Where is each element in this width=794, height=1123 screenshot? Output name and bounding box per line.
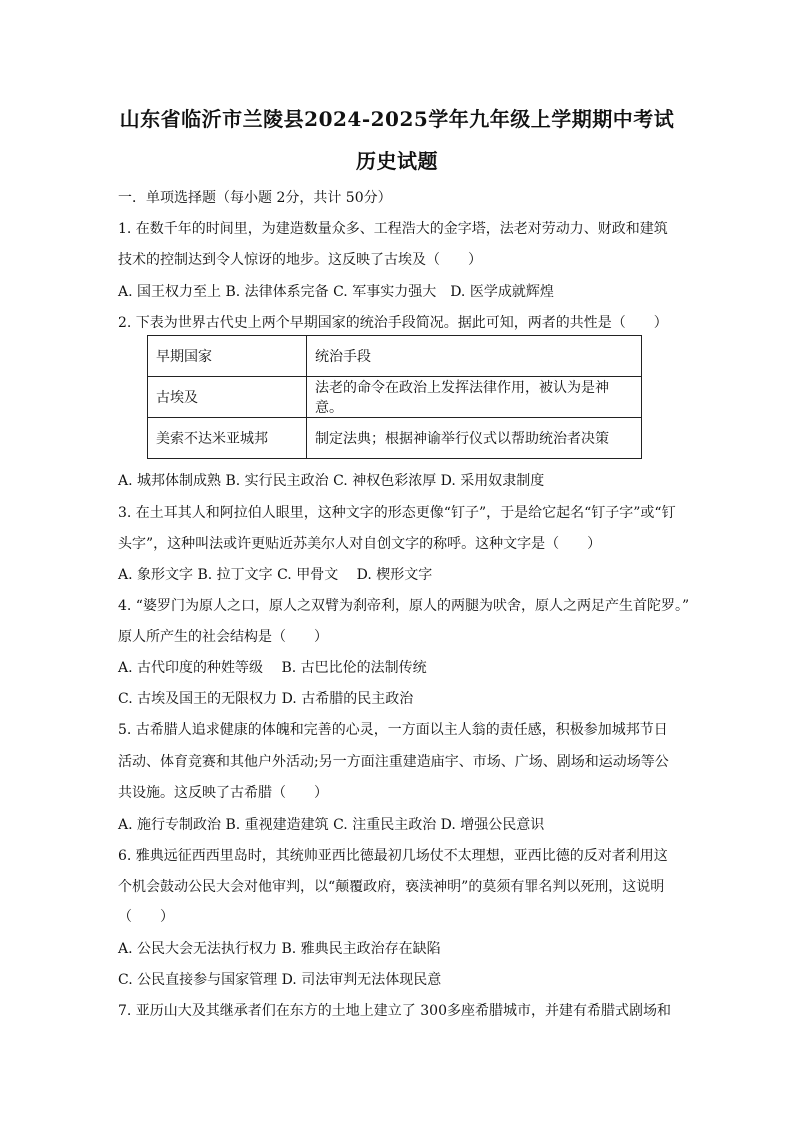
exam-subtitle: 历史试题 [356, 149, 438, 173]
question-6-options-2: C. 公民直接参与国家管理 D. 司法审判无法体现民意 [118, 972, 442, 988]
table-header-cell: 统治手段 [307, 336, 642, 377]
table-cell: 古埃及 [148, 377, 307, 418]
question-2-options: A. 城邦体制成熟 B. 实行民主政治 C. 神权色彩浓厚 D. 采用奴隶制度 [118, 473, 545, 489]
table-header-cell: 早期国家 [148, 336, 307, 377]
question-7-line-1: 7. 亚历山大及其继承者们在东方的土地上建立了 300多座希腊城市，并建有希腊式剧场和 [118, 1003, 671, 1019]
question-3-options: A. 象形文字 B. 拉丁文字 C. 甲骨文 D. 楔形文字 [118, 567, 433, 583]
question-5-line-2: 活动、体育竞赛和其他户外活动;另一方面注重建造庙宇、市场、广场、剧场和运动场等公 [118, 754, 669, 770]
question-4-options-2: C. 古埃及国王的无限权力 D. 古希腊的民主政治 [118, 691, 414, 707]
question-5-line-3: 共设施。这反映了古希腊（ ） [118, 785, 328, 801]
table-row [148, 336, 642, 377]
table-row [148, 377, 642, 418]
question-6-line-2: 个机会鼓动公民大会对他审判，以“颠覆政府，亵渎神明”的莫须有罪名判以死刑，这说明 [118, 879, 665, 895]
question-3-line-1: 3. 在土耳其人和阿拉伯人眼里，这种文字的形态更像“钉子”，于是给它起名“钉子字”或“钉 [118, 505, 676, 521]
table-cell: 美索不达米亚城邦 [148, 418, 307, 459]
table-cell: 制定法典；根据神谕举行仪式以帮助统治者决策 [307, 418, 642, 459]
question-4-line-1: 4. “婆罗门为原人之口，原人之双臂为刹帝利，原人的两腿为吠舍，原人之两足产生首陀罗。” [118, 598, 690, 614]
table-cell: 法老的命令在政治上发挥法律作用，被认为是神意。 [307, 377, 642, 418]
question-1-line-1: 1. 在数千年的时间里，为建造数量众多、工程浩大的金字塔，法老对劳动力、财政和建筑 [118, 221, 668, 237]
question-6-options-1: A. 公民大会无法执行权力 B. 雅典民主政治存在缺陷 [118, 941, 441, 957]
question-2-stem: 2. 下表为世界古代史上两个早期国家的统治手段简况。据此可知，两者的共性是（ ） [118, 315, 668, 331]
question-4-line-2: 原人所产生的社会结构是（ ） [118, 629, 328, 645]
question-5-options: A. 施行专制政治 B. 重视建造建筑 C. 注重民主政治 D. 增强公民意识 [118, 817, 545, 833]
section-heading: 一．单项选择题（每小题 2分，共计 50分） [118, 190, 392, 206]
question-3-line-2: 头字”，这种叫法或许更贴近苏美尔人对自创文字的称呼。这种文字是（ ） [118, 536, 602, 552]
question-5-line-1: 5. 古希腊人追求健康的体魄和完善的心灵，一方面以主人翁的责任感，积极参加城邦节日 [118, 722, 668, 738]
question-1-line-2: 技术的控制达到令人惊讶的地步。这反映了古埃及（ ） [118, 252, 482, 268]
exam-title: 山东省临沂市兰陵县2024-2025学年九年级上学期期中考试 [119, 107, 675, 131]
question-6-line-3: （ ） [118, 909, 174, 925]
question-2-table [147, 335, 642, 459]
question-4-options-1: A. 古代印度的种姓等级 B. 古巴比伦的法制传统 [118, 660, 427, 676]
table-row [148, 418, 642, 459]
question-6-line-1: 6. 雅典远征西西里岛时，其统帅亚西比德最初几场仗不太理想，亚西比德的反对者利用这 [118, 848, 668, 864]
question-1-options: A. 国王权力至上 B. 法律体系完备 C. 军事实力强大 D. 医学成就辉煌 [118, 284, 554, 300]
